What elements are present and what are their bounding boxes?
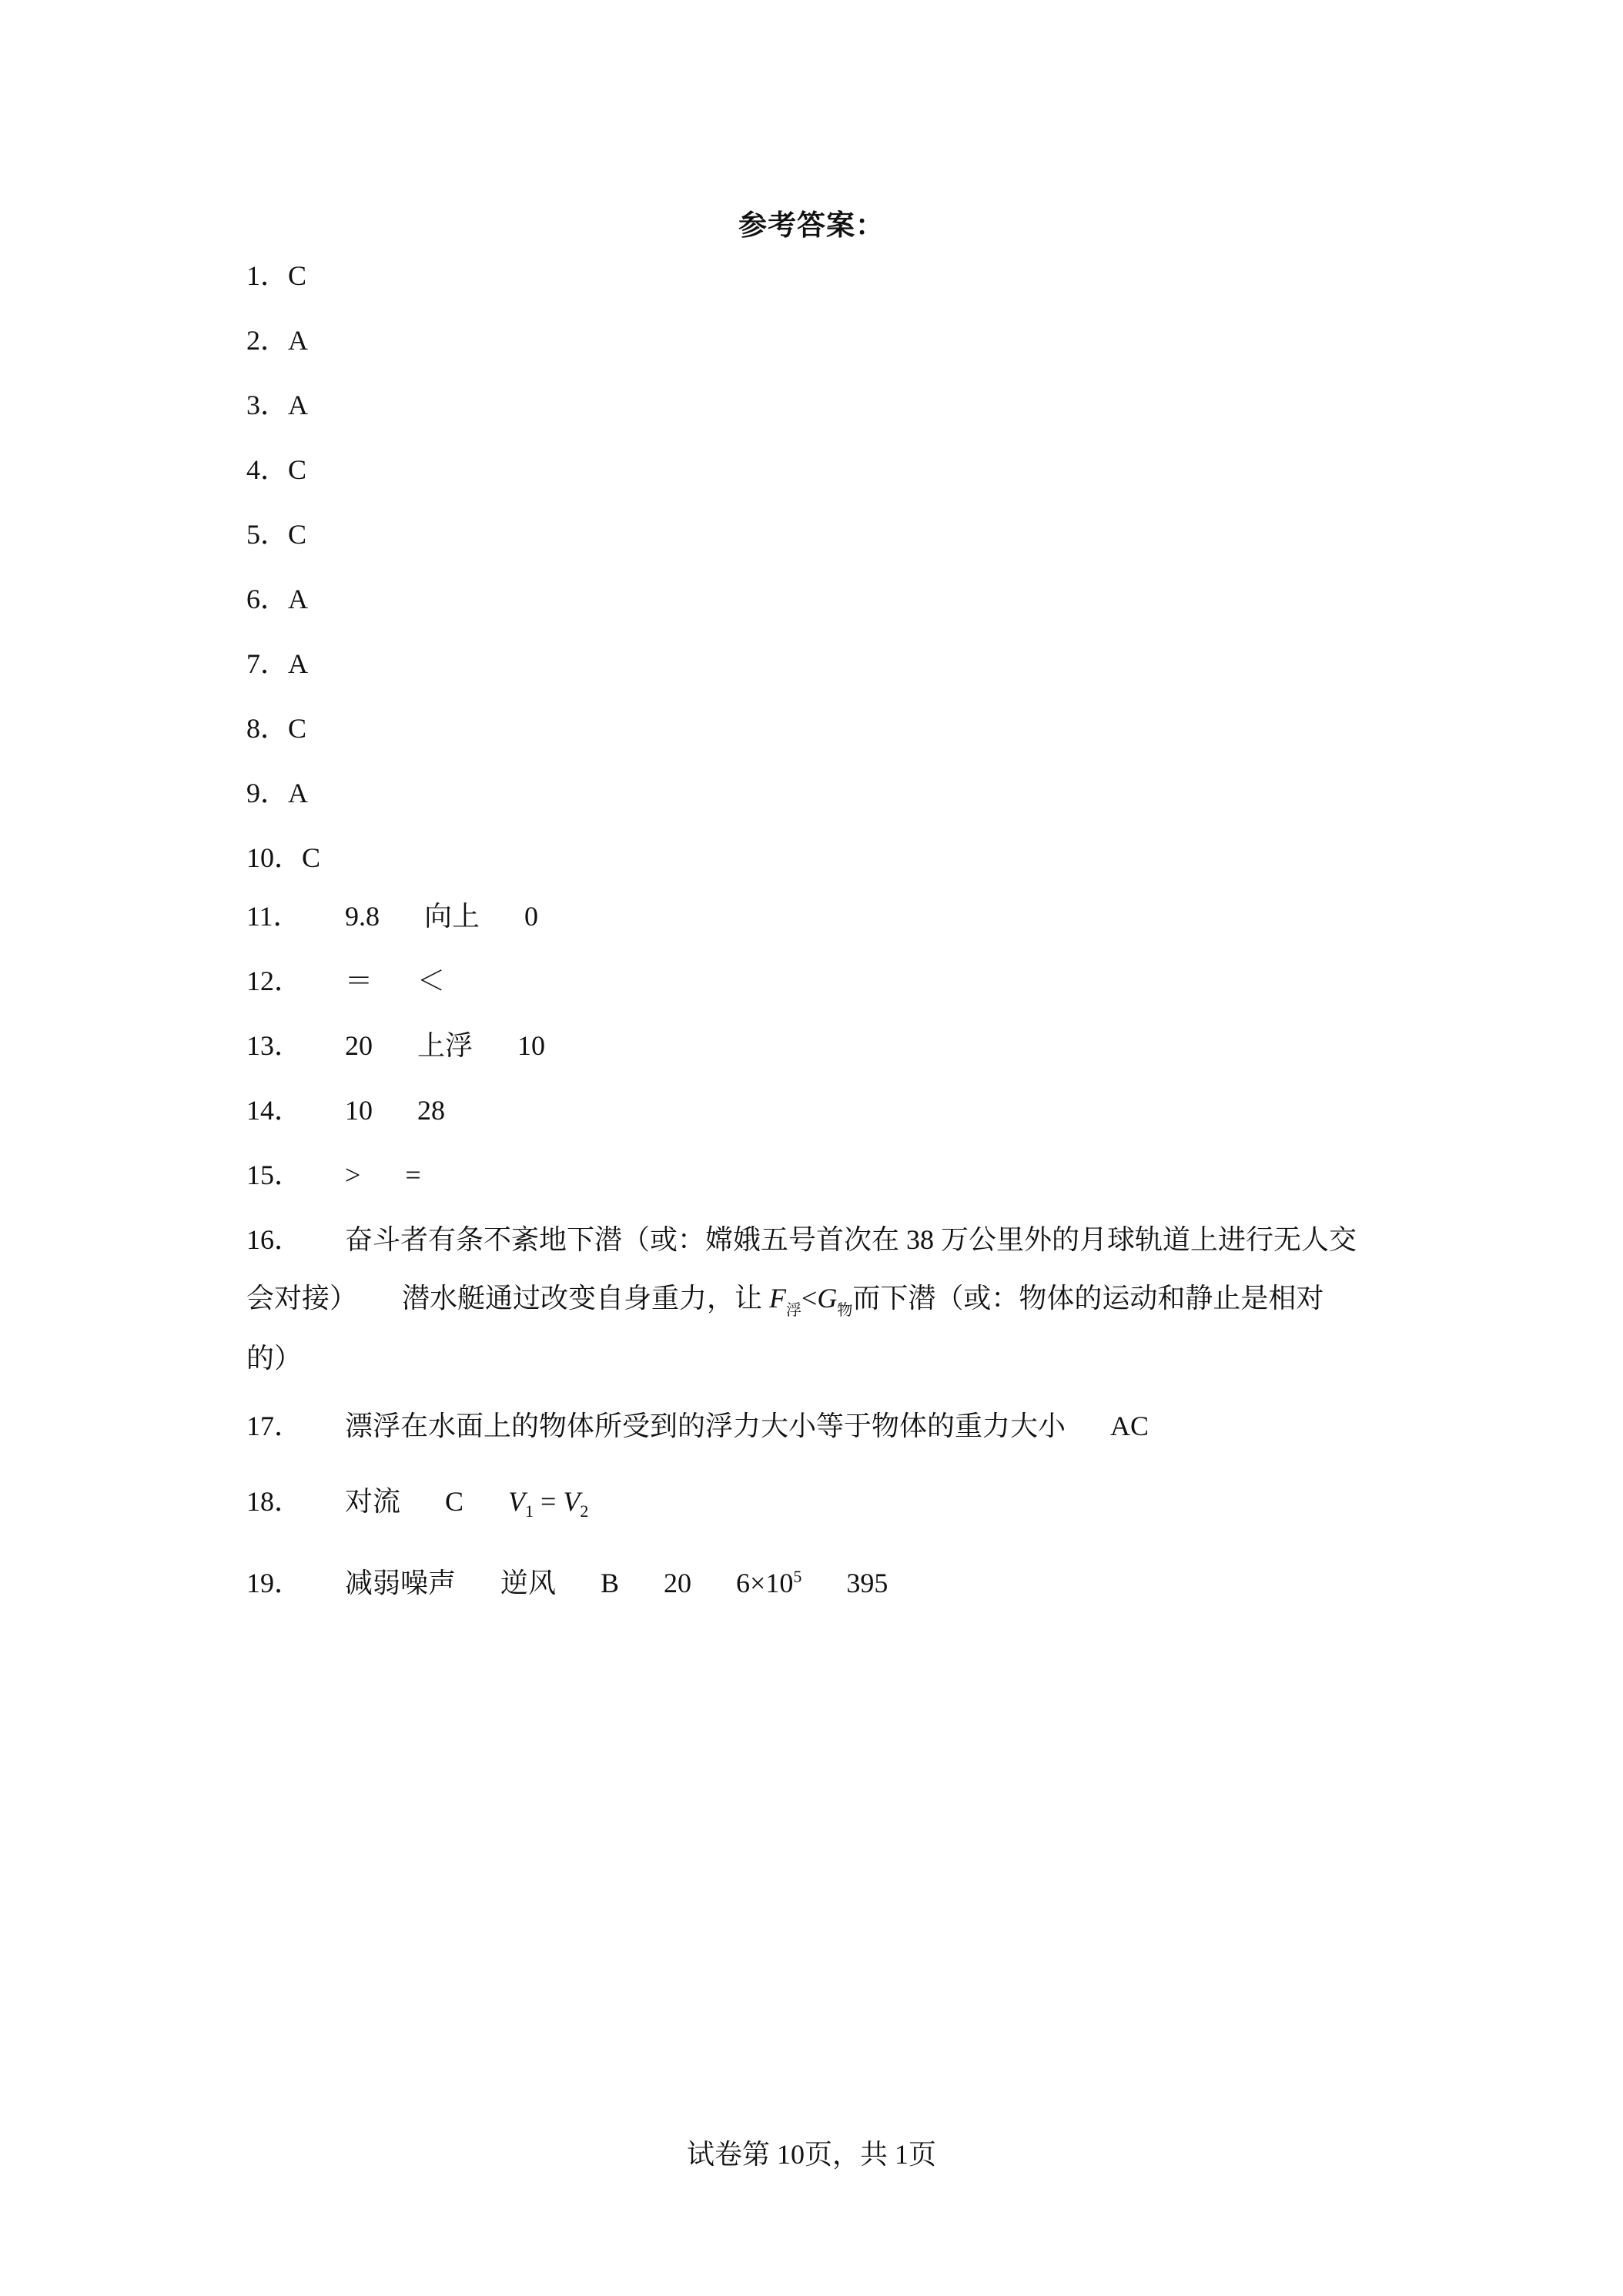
answer-part: 20	[345, 1030, 373, 1061]
answer-7	[246, 645, 308, 682]
answer-choice: A	[288, 584, 309, 614]
answer-part: 28	[417, 1095, 445, 1126]
answer-number: 16．	[246, 1224, 303, 1255]
answer-part: 减弱噪声	[345, 1568, 457, 1598]
answer-16-line-1	[246, 1221, 1357, 1258]
answer-choice: A	[288, 778, 309, 808]
answer-part: 向上	[424, 901, 480, 932]
page-title: 参考答案：	[738, 210, 885, 242]
less-than-sign: <	[801, 1283, 818, 1314]
answer-text: 的）	[246, 1343, 303, 1374]
answer-part: >	[345, 1160, 361, 1190]
answer-number: 13．	[246, 1030, 303, 1061]
answer-15	[246, 1156, 421, 1193]
answer-choice: C	[288, 454, 307, 485]
answer-6	[246, 581, 308, 618]
answer-choice: C	[288, 519, 307, 550]
answer-choice: C	[302, 842, 321, 873]
answer-number: 1．	[246, 260, 289, 291]
answer-16-line-2	[246, 1280, 1323, 1321]
answer-choice: A	[288, 325, 309, 356]
answer-number: 14．	[246, 1095, 303, 1126]
answer-part: ＝	[345, 966, 373, 996]
answer-choice: A	[288, 390, 309, 420]
answer-number: 7．	[246, 648, 289, 679]
answer-part: AC	[1110, 1411, 1149, 1441]
answer-11	[246, 898, 538, 935]
answer-19	[246, 1558, 888, 1602]
answer-5	[246, 516, 306, 553]
answer-number: 18．	[246, 1486, 303, 1517]
answer-number: 6．	[246, 584, 289, 614]
answer-text: 会对接）	[246, 1283, 358, 1314]
volume-v2-subscript: 2	[580, 1501, 589, 1521]
equals-sign: =	[534, 1486, 564, 1517]
answer-12	[246, 962, 445, 999]
answer-part: 9.8	[345, 901, 380, 932]
answer-4	[246, 451, 306, 488]
answer-text: 而下潜（或：物体的运动和静止是相对	[852, 1283, 1324, 1314]
answer-number: 5．	[246, 519, 289, 550]
answer-number: 17．	[246, 1411, 303, 1441]
answer-17	[246, 1407, 1149, 1444]
weight-g-subscript: 物	[837, 1302, 853, 1319]
answer-1	[246, 257, 306, 294]
answer-part: =	[405, 1160, 421, 1190]
answer-number: 9．	[246, 778, 289, 808]
answer-13	[246, 1027, 545, 1064]
answer-part: ＜	[417, 966, 446, 996]
answer-part: 20	[664, 1568, 692, 1598]
answer-9	[246, 775, 308, 812]
force-f-symbol: F	[769, 1283, 787, 1314]
answer-2	[246, 322, 308, 359]
answer-part: B	[601, 1568, 620, 1598]
answer-text: 奋斗者有条不紊地下潜（或：嫦娥五号首次在 38 万公里外的月球轨道上进行无人交	[345, 1224, 1357, 1255]
answer-number: 15．	[246, 1160, 303, 1190]
answer-10	[246, 839, 320, 876]
page-footer: 试卷第 10页，共 1页	[686, 2139, 936, 2170]
answer-part: 对流	[345, 1486, 401, 1517]
answer-part: 逆风	[500, 1568, 557, 1598]
answer-part: C	[445, 1486, 464, 1517]
answer-number: 12．	[246, 966, 303, 996]
answer-part: 漂浮在水面上的物体所受到的浮力大小等于物体的重力大小	[345, 1411, 1066, 1441]
answer-part: 上浮	[417, 1030, 474, 1061]
answer-3	[246, 387, 308, 423]
answer-number: 2．	[246, 325, 289, 356]
answer-text: 潜水艇通过改变自身重力，让	[402, 1283, 770, 1314]
volume-v1-symbol: V	[508, 1486, 526, 1517]
force-f-subscript: 浮	[786, 1302, 802, 1319]
answer-number: 3．	[246, 390, 289, 420]
answer-choice: A	[288, 648, 309, 679]
volume-v2-symbol: V	[563, 1486, 581, 1517]
answer-16-line-3	[246, 1340, 302, 1377]
answer-18	[246, 1483, 588, 1530]
answer-number: 10．	[246, 842, 303, 873]
answer-14	[246, 1092, 445, 1129]
answer-number: 19．	[246, 1568, 303, 1598]
volume-v1-subscript: 1	[525, 1501, 534, 1521]
answer-part: 10	[345, 1095, 373, 1126]
weight-g-symbol: G	[817, 1283, 838, 1314]
answer-number: 11．	[246, 901, 301, 932]
power-base: 6×10	[736, 1568, 794, 1598]
answer-choice: C	[288, 260, 307, 291]
power-exponent: 5	[793, 1567, 802, 1586]
answer-8	[246, 710, 306, 747]
answer-part: 0	[524, 901, 539, 932]
answer-number: 4．	[246, 454, 289, 485]
answer-number: 8．	[246, 713, 289, 744]
answer-part: 395	[846, 1568, 888, 1598]
answer-choice: C	[288, 713, 307, 744]
answer-part: 10	[517, 1030, 546, 1061]
